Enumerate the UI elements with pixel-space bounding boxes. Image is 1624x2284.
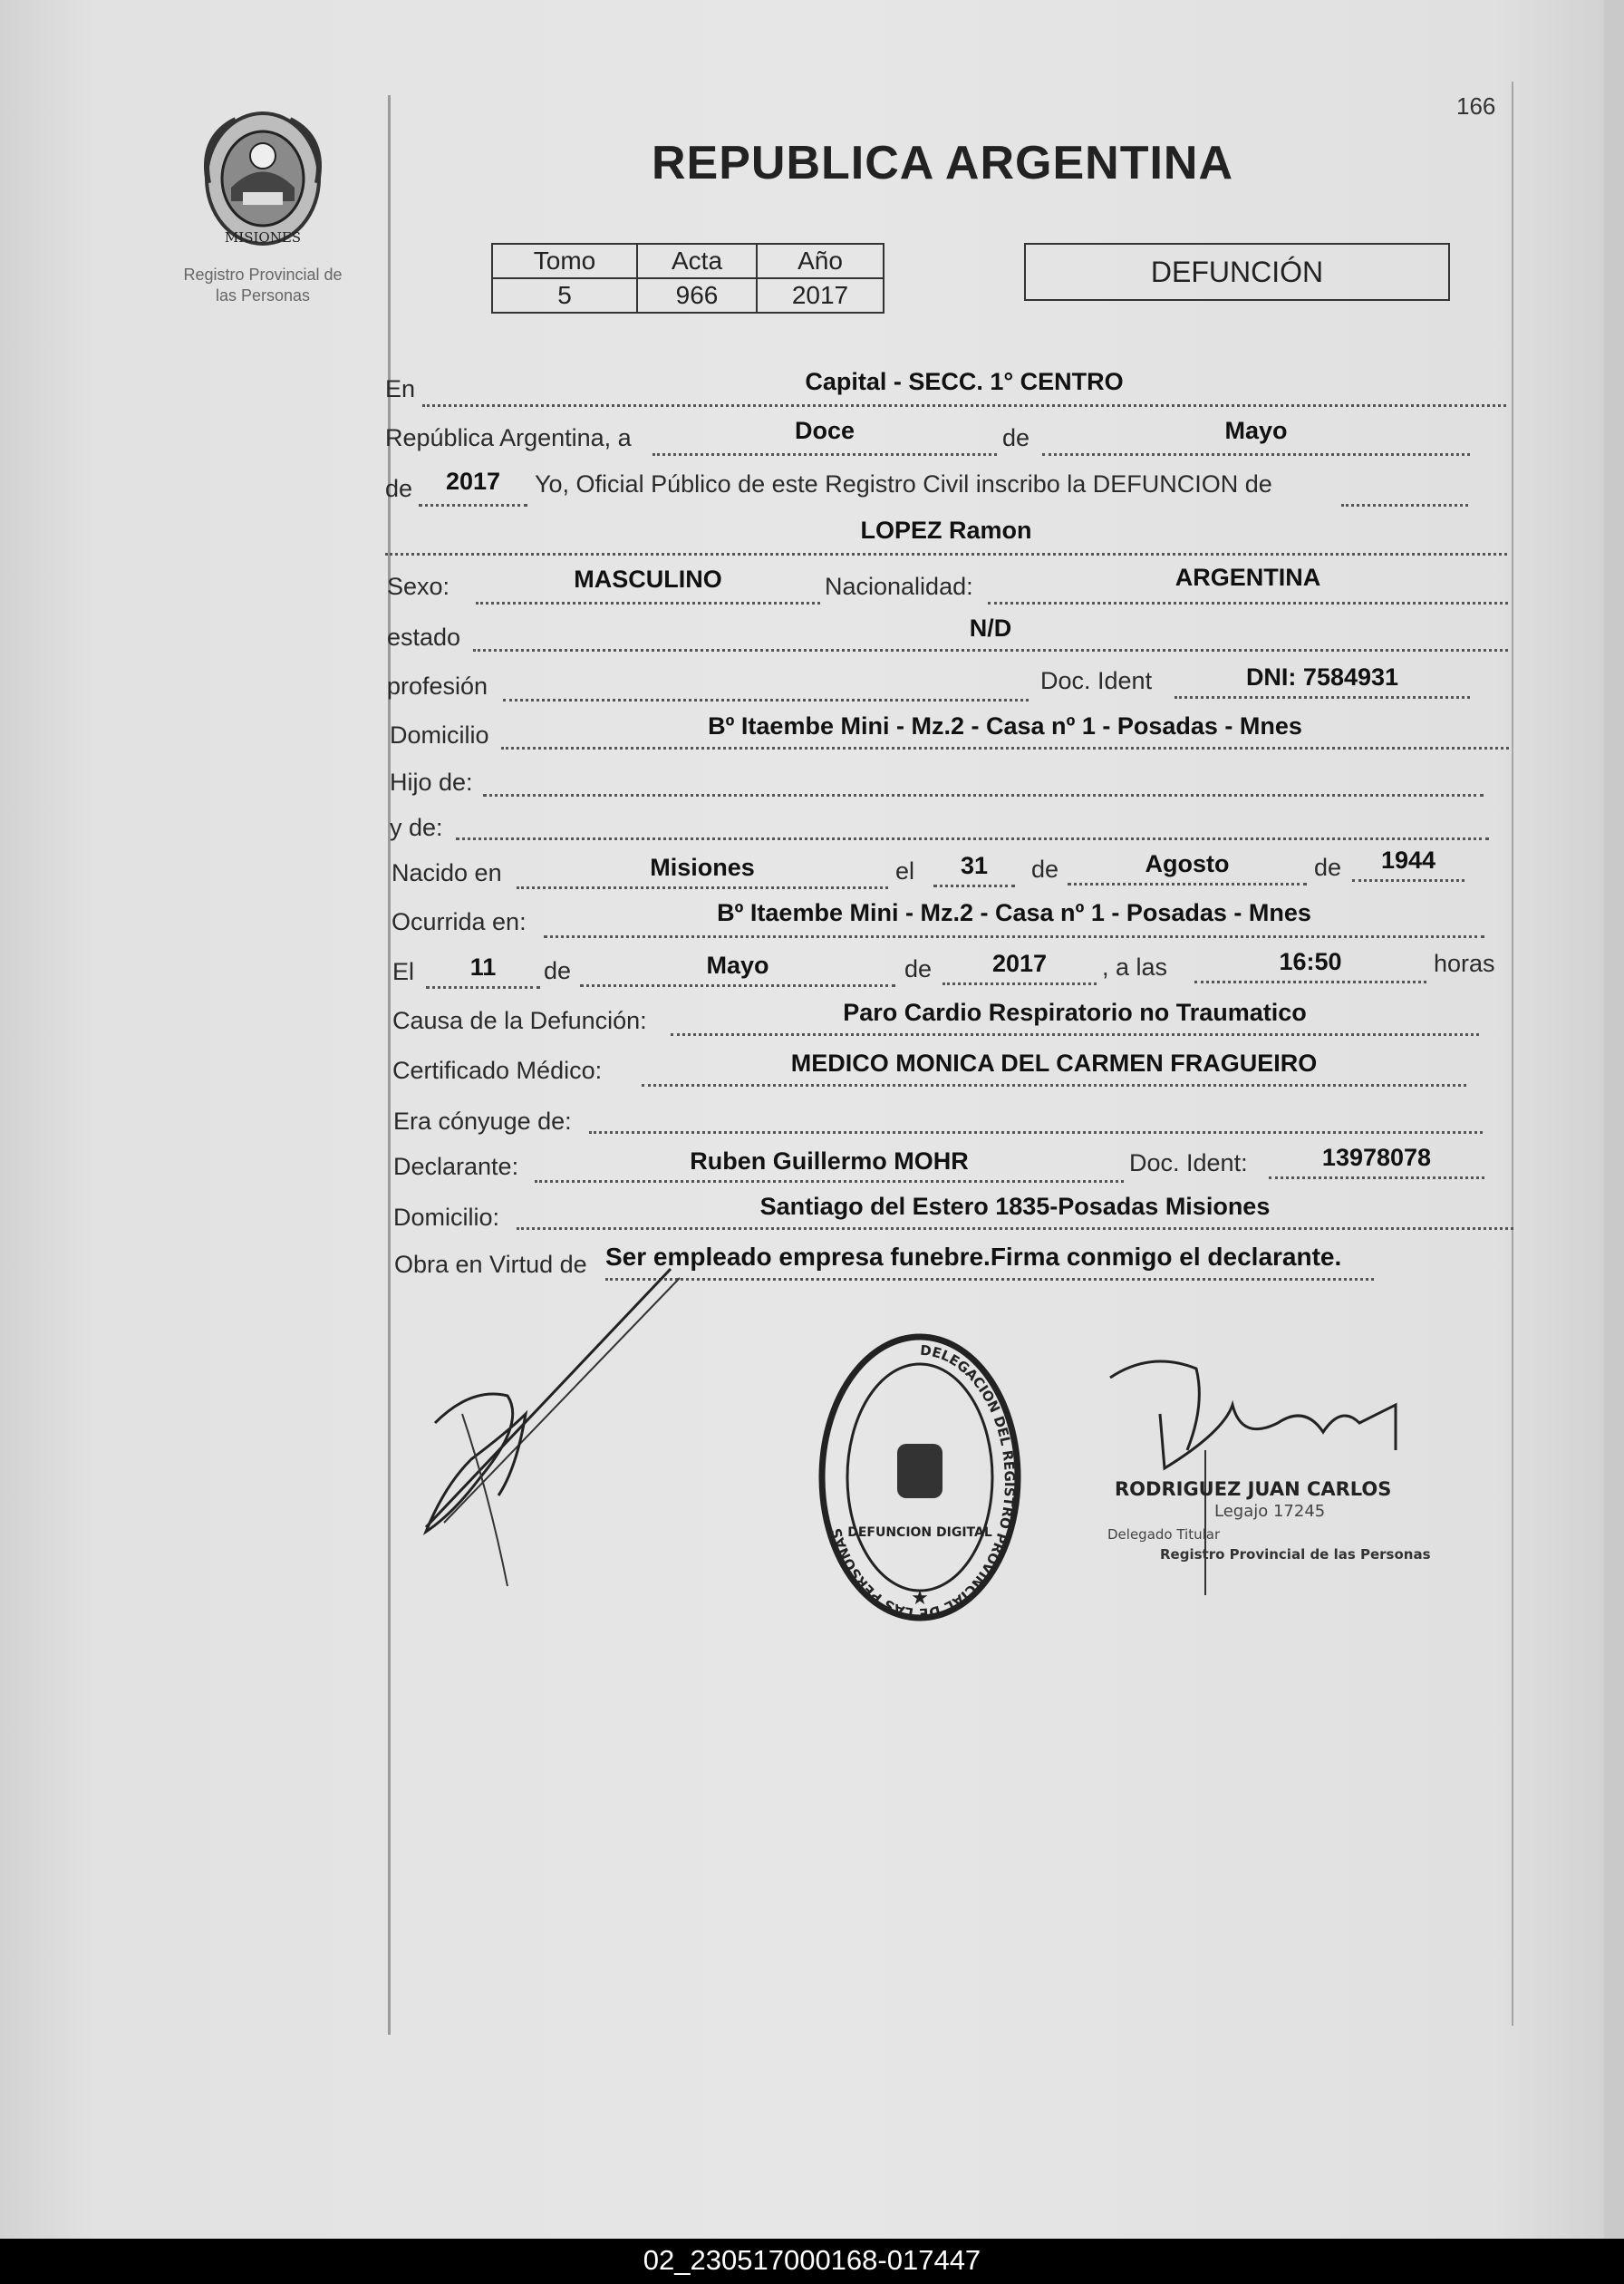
certificado-label: Certificado Médico: — [392, 1057, 603, 1084]
de-label-2: de — [385, 475, 413, 502]
certificado-value: MEDICO MONICA DEL CARMEN FRAGUEIRO — [790, 1050, 1318, 1077]
domicilio-value: Bº Itaembe Mini - Mz.2 - Casa nº 1 - Posadas - Mnes — [708, 712, 1302, 740]
birth-month-value: Agosto — [1145, 850, 1230, 877]
registry-label — [154, 265, 372, 306]
birth-day-value: 31 — [960, 852, 989, 879]
inscribo-text: Yo, Oficial Público de este Registro Civil inscribo la DEFUNCION de — [535, 470, 1272, 498]
seal-ring-text: DELEGACION DEL REGISTRO PROVINCIAL DE LAS PERSONAS — [827, 1341, 1019, 1622]
registry-label-line2: las Personas — [215, 286, 311, 305]
right-margin-line — [1512, 82, 1513, 2026]
anio-value: 2017 — [757, 278, 884, 313]
causa-label: Causa de la Defunción: — [392, 1007, 647, 1034]
republica-label: República Argentina, a — [385, 424, 632, 451]
seal-inner-text: DEFUNCION DIGITAL — [847, 1525, 992, 1540]
obra-label: Obra en Virtud de — [394, 1251, 587, 1278]
document-type-box: DEFUNCIÓN — [1024, 243, 1450, 301]
en-label: En — [385, 375, 416, 402]
record-table — [491, 243, 884, 314]
seal-star-icon: ★ — [911, 1586, 929, 1609]
official-name: RODRIGUEZ JUAN CARLOS — [1115, 1478, 1392, 1500]
profesion-label: profesión — [387, 673, 488, 700]
alas-label: , a las — [1102, 953, 1168, 981]
registry-label-line1: Registro Provincial de — [183, 266, 343, 284]
acta-header: Acta — [637, 244, 757, 278]
de-label-5: de — [544, 957, 572, 984]
day-value: Doce — [794, 417, 856, 444]
ocurrida-label: Ocurrida en: — [392, 908, 527, 935]
hijo-line — [483, 763, 1484, 797]
nacido-value: Misiones — [650, 854, 755, 881]
declarante-value: Ruben Guillermo MOHR — [690, 1147, 969, 1175]
registry-seal — [816, 1328, 1024, 1627]
sexo-label: Sexo: — [387, 573, 450, 600]
nacionalidad-value: ARGENTINA — [1174, 564, 1321, 591]
de-label-1: de — [1002, 424, 1030, 451]
de-label-3: de — [1031, 856, 1059, 883]
tomo-value: 5 — [492, 278, 637, 313]
domicilio-label: Domicilio — [390, 721, 489, 749]
decl-domicilio-value: Santiago del Estero 1835-Posadas Misiones — [759, 1193, 1271, 1220]
month-value: Mayo — [1224, 417, 1288, 444]
el-label: el — [895, 857, 915, 885]
ocurrida-value: Bº Itaembe Mini - Mz.2 - Casa nº 1 - Posadas - Mnes — [717, 899, 1311, 926]
official-institution: Registro Provincial de las Personas — [1160, 1546, 1431, 1563]
de-label-6: de — [904, 955, 933, 982]
nacido-label: Nacido en — [392, 859, 502, 886]
doc-ident-value: DNI: 7584931 — [1245, 663, 1399, 691]
estado-value: N/D — [969, 615, 1012, 642]
provincial-crest-icon — [190, 102, 335, 256]
death-time-value: 16:50 — [1279, 948, 1342, 975]
horas-label: horas — [1434, 950, 1495, 977]
declarante-label: Declarante: — [393, 1153, 519, 1180]
page-number: 166 — [1456, 92, 1496, 120]
en-value: Capital - SECC. 1° CENTRO — [805, 368, 1124, 395]
de-label-4: de — [1314, 854, 1342, 881]
estado-label: estado — [387, 624, 461, 651]
official-signature — [1097, 1350, 1441, 1604]
year-value: 2017 — [445, 468, 501, 495]
decl-doc-label: Doc. Ident: — [1129, 1149, 1248, 1176]
death-day-value: 11 — [469, 953, 497, 981]
decl-domicilio-label: Domicilio: — [393, 1204, 500, 1231]
El-label: El — [392, 958, 415, 985]
inscribo-line — [1341, 473, 1468, 507]
doc-ident-label: Doc. Ident — [1040, 667, 1153, 694]
profesion-line — [503, 668, 1029, 702]
yde-label: y de: — [390, 814, 443, 841]
obra-value: Ser empleado empresa funebre.Firma conmigo el declarante. — [605, 1243, 1342, 1271]
footer-code: 02_230517000168-017447 — [643, 2244, 981, 2276]
page-title: REPUBLICA ARGENTINA — [651, 137, 1234, 189]
sexo-value: MASCULINO — [574, 566, 722, 593]
death-year-value: 2017 — [991, 950, 1048, 977]
anio-header: Año — [757, 244, 884, 278]
official-legajo: Legajo 17245 — [1214, 1502, 1326, 1521]
crest-text: MISIONES — [224, 229, 302, 246]
decl-doc-value: 13978078 — [1321, 1144, 1432, 1171]
tomo-header: Tomo — [492, 244, 637, 278]
page-edge — [1604, 0, 1624, 2239]
birth-year-value: 1944 — [1380, 847, 1436, 874]
conyuge-label: Era cónyuge de: — [393, 1108, 572, 1135]
nacionalidad-label: Nacionalidad: — [825, 573, 973, 600]
acta-value: 966 — [637, 278, 757, 313]
yde-line — [456, 807, 1489, 840]
official-role: Delegado Titular — [1107, 1526, 1221, 1543]
hijo-label: Hijo de: — [390, 769, 473, 796]
death-month-value: Mayo — [706, 952, 769, 979]
deceased-name: LOPEZ Ramon — [860, 517, 1032, 544]
causa-value: Paro Cardio Respiratorio no Traumatico — [843, 999, 1307, 1026]
declarant-signature — [408, 1260, 698, 1595]
conyuge-line — [589, 1100, 1483, 1134]
